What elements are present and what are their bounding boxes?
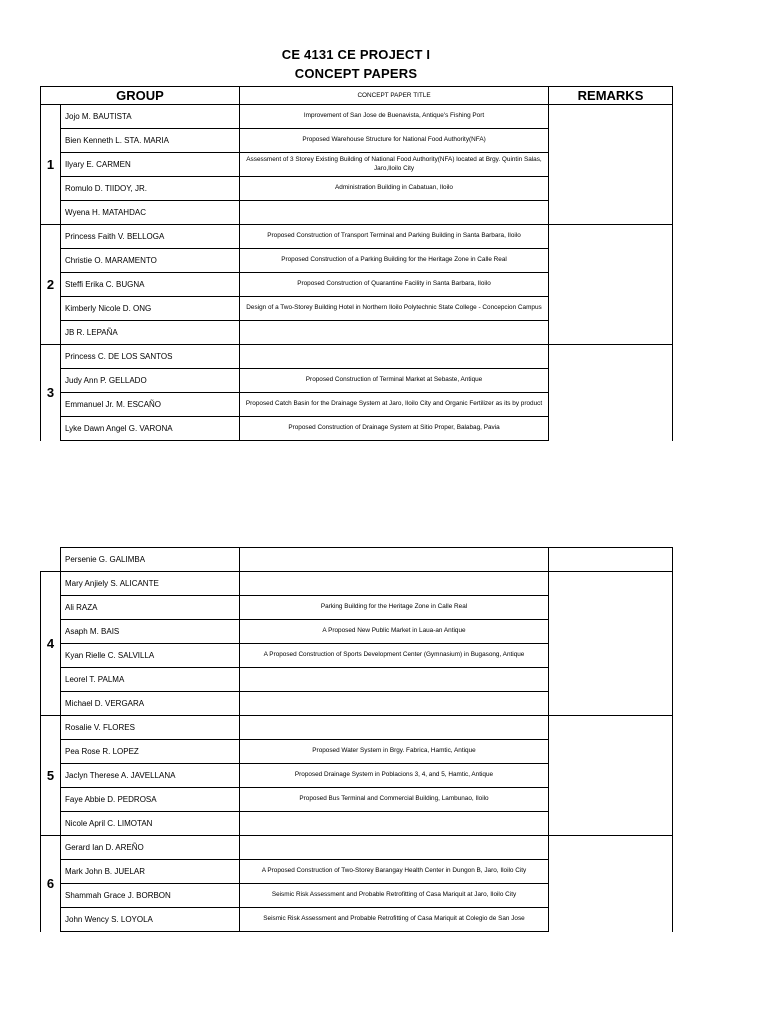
member-name: Shammah Grace J. BORBON: [61, 884, 240, 908]
course-title: CE 4131 CE PROJECT I: [281, 47, 431, 62]
concept-paper-title: Assessment of 3 Storey Existing Building of National Food Authority(NFA) located at Brgy. Quintin Salas, Jaro,Iloilo City: [240, 153, 549, 177]
table-row: [41, 572, 673, 596]
concept-paper-title: Proposed Construction of a Parking Building for the Heritage Zone in Calle Real: [240, 249, 549, 273]
member-name: Jojo M. BAUTISTA: [61, 105, 240, 129]
member-name: Bien Kenneth L. STA. MARIA: [61, 129, 240, 153]
remarks-cell: [549, 105, 673, 225]
remarks-cell: [549, 836, 673, 932]
concept-paper-title: A Proposed New Public Market in Laua-an Antique: [240, 620, 549, 644]
concept-paper-title: [240, 668, 549, 692]
group-number: 2: [41, 225, 61, 345]
concept-paper-title: [240, 548, 549, 572]
concept-paper-title: [240, 836, 549, 860]
concept-paper-title: [240, 692, 549, 716]
member-name: Jaclyn Therese A. JAVELLANA: [61, 764, 240, 788]
concept-papers-table-page-2: [40, 547, 673, 932]
member-name: Nicole April C. LIMOTAN: [61, 812, 240, 836]
remarks-column-header: REMARKS: [549, 87, 673, 105]
member-name: Gerard Ian D. AREÑO: [61, 836, 240, 860]
concept-paper-title: Parking Building for the Heritage Zone in Calle Real: [240, 596, 549, 620]
concept-paper-title: Proposed Construction of Drainage System at Sitio Proper, Balabag, Pavia: [240, 417, 549, 441]
member-name: Kimberly Nicole D. ONG: [61, 297, 240, 321]
group-number: 1: [41, 105, 61, 225]
member-name: Judy Ann P. GELLADO: [61, 369, 240, 393]
table-row: [41, 836, 673, 860]
member-name: Emmanuel Jr. M. ESCAÑO: [61, 393, 240, 417]
table-row: [41, 548, 673, 572]
concept-paper-title: [240, 572, 549, 596]
concept-paper-title: [240, 201, 549, 225]
member-name: Ali RAZA: [61, 596, 240, 620]
member-name: Kyan Rielle C. SALVILLA: [61, 644, 240, 668]
member-name: Christie O. MARAMENTO: [61, 249, 240, 273]
remarks-cell: [549, 225, 673, 345]
member-name: Rosalie V. FLORES: [61, 716, 240, 740]
table-row: [41, 105, 673, 129]
concept-paper-title-column-header: CONCEPT PAPER TITLE: [240, 87, 549, 105]
member-name: Princess Faith V. BELLOGA: [61, 225, 240, 249]
concept-paper-title: Proposed Warehouse Structure for National Food Authority(NFA): [240, 129, 549, 153]
concept-paper-title: [240, 345, 549, 369]
group-number: 4: [41, 572, 61, 716]
concept-paper-title: Proposed Drainage System in Poblacions 3, 4, and 5, Hamtic, Antique: [240, 764, 549, 788]
remarks-cell: [549, 548, 673, 572]
concept-papers-table-page-1: [40, 86, 673, 441]
concept-paper-title: Proposed Catch Basin for the Drainage System at Jaro, Iloilo City and Organic Fertilizer as its by product: [240, 393, 549, 417]
concept-paper-title: Design of a Two-Storey Building Hotel in Northern Iloilo Polytechnic State College - Concepcion Campus: [240, 297, 549, 321]
member-name: Persenie G. GALIMBA: [61, 548, 240, 572]
remarks-cell: [549, 716, 673, 836]
member-name: Pea Rose R. LOPEZ: [61, 740, 240, 764]
remarks-cell: [549, 345, 673, 441]
concept-paper-title: [240, 812, 549, 836]
concept-paper-title: Administration Building in Cabatuan, Iloilo: [240, 177, 549, 201]
concept-paper-title: Proposed Bus Terminal and Commercial Building, Lambunao, Iloilo: [240, 788, 549, 812]
table-header-row: [41, 87, 673, 105]
concept-paper-title: Proposed Water System in Brgy. Fabrica, Hamtic, Antique: [240, 740, 549, 764]
member-name: Ilyary E. CARMEN: [61, 153, 240, 177]
concept-paper-title: [240, 321, 549, 345]
member-name: Asaph M. BAIS: [61, 620, 240, 644]
member-name: Mark John B. JUELAR: [61, 860, 240, 884]
remarks-cell: [549, 572, 673, 716]
concept-paper-title: Proposed Construction of Quarantine Facility in Santa Barbara, Iloilo: [240, 273, 549, 297]
document-subtitle: CONCEPT PAPERS: [294, 66, 418, 81]
member-name: Romulo D. TIIDOY, JR.: [61, 177, 240, 201]
concept-paper-title: Proposed Construction of Terminal Market at Sebaste, Antique: [240, 369, 549, 393]
group-column-header: GROUP: [41, 87, 240, 105]
concept-paper-title: [240, 716, 549, 740]
concept-paper-title: A Proposed Construction of Sports Development Center (Gymnasium) in Bugasong, Antique: [240, 644, 549, 668]
concept-paper-title: Seismic Risk Assessment and Probable Retrofitting of Casa Mariquit at Jaro, Iloilo City: [240, 884, 549, 908]
group-number: 6: [41, 836, 61, 932]
concept-paper-title: Improvement of San Jose de Buenavista, Antique's Fishing Port: [240, 105, 549, 129]
member-name: Michael D. VERGARA: [61, 692, 240, 716]
group-number: 3: [41, 345, 61, 441]
concept-paper-title: Proposed Construction of Transport Terminal and Parking Building in Santa Barbara, Iloilo: [240, 225, 549, 249]
member-name: JB R. LEPAÑA: [61, 321, 240, 345]
concept-paper-title: Seismic Risk Assessment and Probable Retrofitting of Casa Mariquit at Colegio de San Jose: [240, 908, 549, 932]
member-name: Steffi Erika C. BUGNA: [61, 273, 240, 297]
member-name: Mary Anjiely S. ALICANTE: [61, 572, 240, 596]
group-number-cell: [41, 548, 61, 572]
member-name: Leorel T. PALMA: [61, 668, 240, 692]
member-name: Princess C. DE LOS SANTOS: [61, 345, 240, 369]
member-name: Wyena H. MATAHDAC: [61, 201, 240, 225]
member-name: Lyke Dawn Angel G. VARONA: [61, 417, 240, 441]
table-row: [41, 716, 673, 740]
group-number: 5: [41, 716, 61, 836]
member-name: Faye Abbie D. PEDROSA: [61, 788, 240, 812]
table-row: [41, 345, 673, 369]
member-name: John Wency S. LOYOLA: [61, 908, 240, 932]
concept-paper-title: A Proposed Construction of Two-Storey Barangay Health Center in Dungon B, Jaro, Iloilo City: [240, 860, 549, 884]
table-row: [41, 225, 673, 249]
